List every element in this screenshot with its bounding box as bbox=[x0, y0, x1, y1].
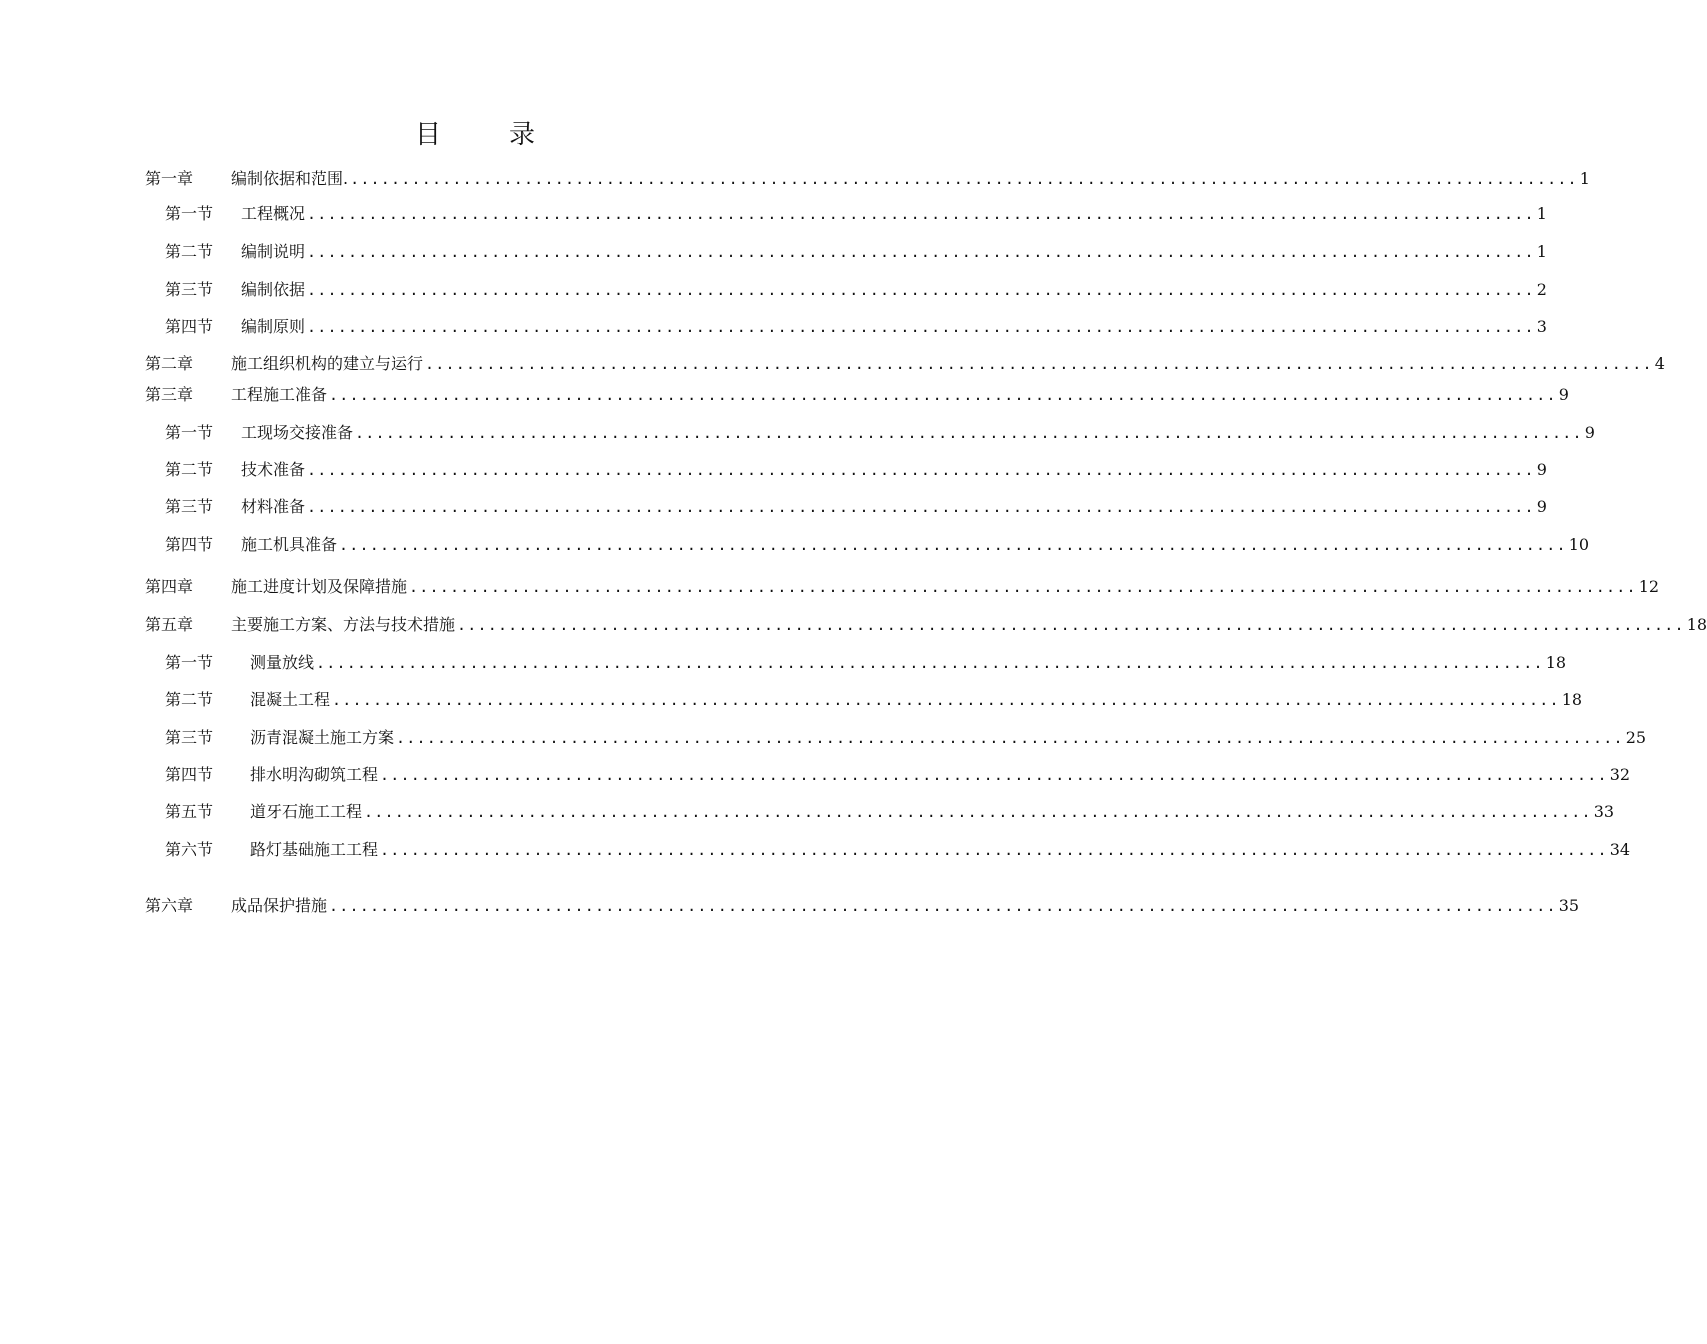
toc-chapter-entry[interactable] bbox=[145, 614, 1707, 636]
toc-entry-label: 第六节 bbox=[165, 840, 214, 859]
toc-entry-page-number: 9 bbox=[1536, 497, 1547, 516]
toc-entry-title: 施工进度计划及保障措施 bbox=[231, 577, 408, 596]
toc-chapter-entry[interactable] bbox=[145, 384, 1569, 406]
toc-entry-title: 排水明沟砌筑工程 bbox=[250, 765, 379, 784]
toc-entry-label: 第三章 bbox=[145, 385, 194, 404]
toc-entry-label: 第五章 bbox=[145, 615, 194, 634]
toc-entry-page-number: 10 bbox=[1568, 535, 1590, 554]
toc-entry-label: 第四节 bbox=[165, 535, 214, 554]
toc-leader-dots: ........................................................................................................................ bbox=[409, 578, 1637, 596]
toc-leader-dots: ........................................................................................................................ bbox=[329, 386, 1557, 404]
toc-entry-title: 成品保护措施 bbox=[231, 896, 328, 915]
toc-leader-dots: ........................................................................................................................ bbox=[380, 841, 1608, 859]
toc-leader-dots: ........................................................................................................................ bbox=[355, 424, 1583, 442]
toc-entry-page-number: 4 bbox=[1654, 354, 1665, 373]
toc-entry-page-number: 3 bbox=[1536, 317, 1547, 336]
toc-section-entry[interactable] bbox=[165, 689, 1583, 711]
toc-entry-title: 路灯基础施工工程 bbox=[250, 840, 379, 859]
toc-section-entry[interactable] bbox=[165, 534, 1590, 556]
toc-section-entry[interactable] bbox=[165, 839, 1631, 861]
toc-entry-label: 第五节 bbox=[165, 802, 214, 821]
toc-leader-dots: ........................................................................................................................ bbox=[307, 281, 1535, 299]
toc-entry-label: 第一章 bbox=[145, 169, 194, 188]
toc-leader-dots: ........................................................................................................................ bbox=[329, 897, 1557, 915]
toc-chapter-entry[interactable] bbox=[145, 353, 1665, 375]
toc-entry-title: 材料准备 bbox=[241, 497, 306, 516]
toc-section-entry[interactable] bbox=[165, 727, 1647, 749]
toc-entry-label: 第一节 bbox=[165, 204, 214, 223]
toc-entry-label: 第一节 bbox=[165, 423, 214, 442]
toc-entry-label: 第四节 bbox=[165, 765, 214, 784]
toc-leader-dots: ........................................................................................................................ bbox=[396, 729, 1624, 747]
toc-leader-dots: ........................................................................................................................ bbox=[332, 691, 1560, 709]
toc-entry-page-number: 18 bbox=[1545, 653, 1567, 672]
toc-entry-page-number: 35 bbox=[1558, 896, 1580, 915]
toc-entry-page-number: 9 bbox=[1584, 423, 1595, 442]
toc-leader-dots: ........................................................................................................................ bbox=[364, 803, 1592, 821]
toc-entry-page-number: 9 bbox=[1536, 460, 1547, 479]
toc-leader-dots: ........................................................................................................................ bbox=[457, 616, 1685, 634]
toc-section-entry[interactable] bbox=[165, 764, 1631, 786]
toc-section-entry[interactable] bbox=[165, 459, 1547, 481]
toc-entry-title: 道牙石施工工程 bbox=[250, 802, 363, 821]
toc-entry-title: 沥青混凝土施工方案 bbox=[250, 728, 395, 747]
toc-section-entry[interactable] bbox=[165, 203, 1547, 225]
toc-entry-label: 第二节 bbox=[165, 242, 214, 261]
toc-leader-dots: ........................................................................................................................ bbox=[339, 536, 1567, 554]
toc-leader-dots: ........................................................................................................................ bbox=[425, 355, 1653, 373]
toc-entry-title: 施工组织机构的建立与运行 bbox=[231, 354, 424, 373]
toc-entry-page-number: 9 bbox=[1558, 385, 1569, 404]
toc-entry-page-number: 34 bbox=[1609, 840, 1631, 859]
toc-entry-page-number: 32 bbox=[1609, 765, 1631, 784]
toc-leader-dots: ........................................................................................................................ bbox=[350, 170, 1578, 188]
toc-entry-page-number: 2 bbox=[1536, 280, 1547, 299]
toc-entry-title: 技术准备 bbox=[241, 460, 306, 479]
toc-section-entry[interactable] bbox=[165, 652, 1567, 674]
toc-entry-page-number: 12 bbox=[1638, 577, 1660, 596]
toc-entry-page-number: 33 bbox=[1593, 802, 1615, 821]
toc-entry-title: 测量放线 bbox=[250, 653, 315, 672]
toc-entry-title: 编制原则 bbox=[241, 317, 306, 336]
toc-entry-title: 主要施工方案、方法与技术措施 bbox=[231, 615, 456, 634]
toc-leader-dots: ........................................................................................................................ bbox=[380, 766, 1608, 784]
toc-section-entry[interactable] bbox=[165, 316, 1547, 338]
toc-leader-dots: ........................................................................................................................ bbox=[307, 498, 1535, 516]
toc-entry-title: 工现场交接准备 bbox=[241, 423, 354, 442]
toc-entry-label: 第二节 bbox=[165, 460, 214, 479]
toc-chapter-entry[interactable] bbox=[145, 168, 1590, 190]
toc-section-entry[interactable] bbox=[165, 279, 1547, 301]
toc-entry-title: 编制依据 bbox=[241, 280, 306, 299]
toc-entry-title: 混凝土工程 bbox=[250, 690, 331, 709]
toc-entry-page-number: 1 bbox=[1536, 242, 1547, 261]
toc-section-entry[interactable] bbox=[165, 422, 1595, 444]
toc-entry-page-number: 1 bbox=[1579, 169, 1590, 188]
toc-entry-label: 第四节 bbox=[165, 317, 214, 336]
toc-leader-dots: ........................................................................................................................ bbox=[307, 461, 1535, 479]
toc-entry-title: 编制说明 bbox=[241, 242, 306, 261]
toc-section-entry[interactable] bbox=[165, 496, 1547, 518]
title-char-1: 目 bbox=[414, 120, 441, 150]
toc-leader-dots: ........................................................................................................................ bbox=[307, 205, 1535, 223]
toc-entry-title: 施工机具准备 bbox=[241, 535, 338, 554]
toc-section-entry[interactable] bbox=[165, 241, 1547, 263]
toc-entry-label: 第一节 bbox=[165, 653, 214, 672]
toc-entry-label: 第三节 bbox=[165, 728, 214, 747]
toc-entry-page-number: 25 bbox=[1625, 728, 1647, 747]
toc-chapter-entry[interactable] bbox=[145, 895, 1580, 917]
toc-entry-label: 第二节 bbox=[165, 690, 214, 709]
toc-section-entry[interactable] bbox=[165, 801, 1615, 823]
toc-leader-dots: ........................................................................................................................ bbox=[307, 243, 1535, 261]
toc-entry-label: 第六章 bbox=[145, 896, 194, 915]
toc-entry-label: 第四章 bbox=[145, 577, 194, 596]
toc-chapter-entry[interactable] bbox=[145, 576, 1660, 598]
toc-entry-title: 工程概况 bbox=[241, 204, 306, 223]
toc-entry-title: 工程施工准备 bbox=[231, 385, 328, 404]
toc-entry-page-number: 1 bbox=[1536, 204, 1547, 223]
toc-leader-dots: ........................................................................................................................ bbox=[316, 654, 1544, 672]
toc-entry-page-number: 18 bbox=[1686, 615, 1707, 634]
toc-entry-label: 第二章 bbox=[145, 354, 194, 373]
toc-leader-dots: ........................................................................................................................ bbox=[307, 318, 1535, 336]
toc-entry-page-number: 18 bbox=[1561, 690, 1583, 709]
toc-entry-label: 第三节 bbox=[165, 280, 214, 299]
title-char-2: 录 bbox=[509, 120, 536, 150]
toc-entry-title: 编制依据和范围. bbox=[231, 169, 349, 188]
toc-entry-label: 第三节 bbox=[165, 497, 214, 516]
